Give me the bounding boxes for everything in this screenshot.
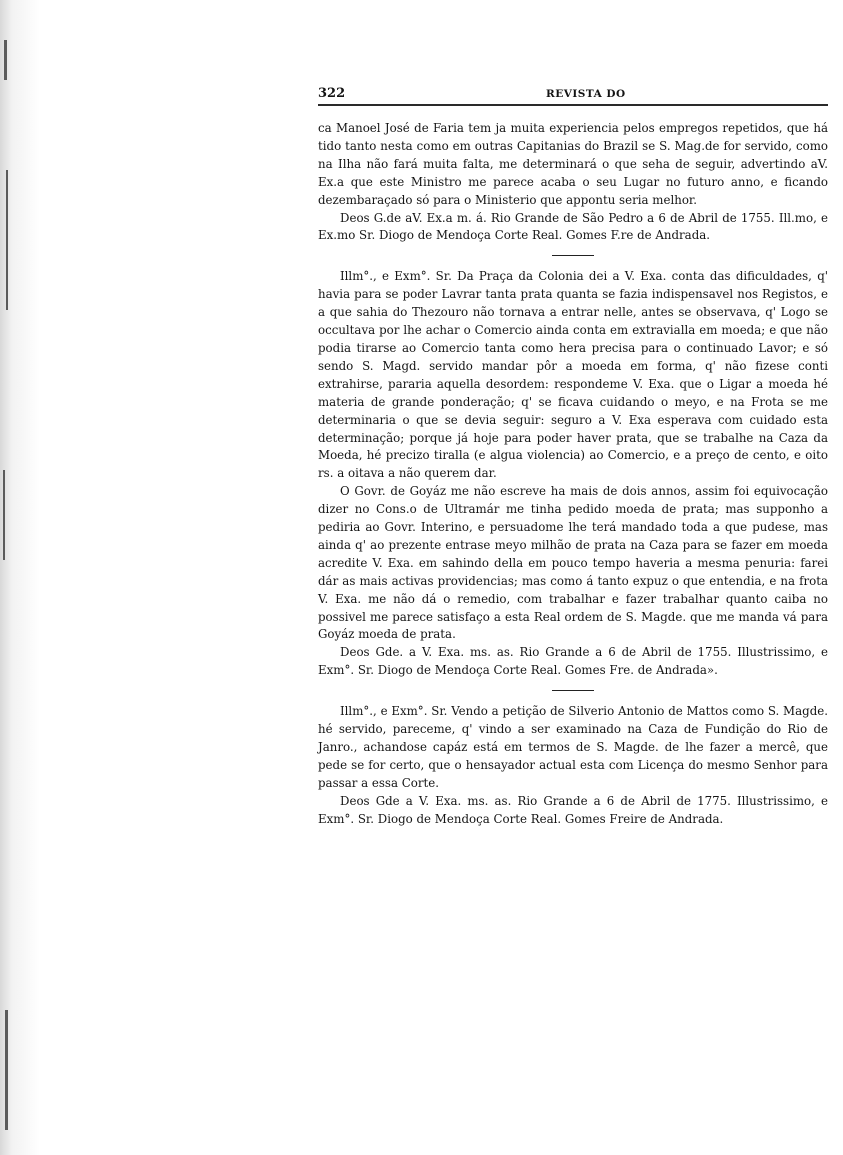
paragraph: Illm°., e Exm°. Sr. Da Praça da Colonia dei a V. Exa. conta das dificuldades, q' havia para se poder Lavrar tanta prata quanta se fazia indispensavel nos Registos, e a que sahia do Thezouro não tornava a entrar nelle, antes se observava, q' Logo se occultava por lhe achar o Comercio ainda conta em extravialla em moeda; e que não podia tirarse ao Comercio tanta como hera precisa para o continuado Lavor; e só sendo S. Magd. servido mandar pôr a moeda em forma, q' não fizese conti extrahirse, pararia aquella desordem: respondeme V. Exa. que o Ligar a moeda hé materia de grande ponderação; q' se ficava cuidando o meyo, e na Frota se me determinaria o que se devia seguir: seguro a V. Exa esperava com cuidado esta determinação; porque já hoje para poder haver prata, que se trabalhe na Caza da Moeda, hé precizo tiralla (e algua violencia) ao Comercio, e a preço de cento, e oito rs. a oitava a não querem dar. [318, 269, 828, 481]
page-header [318, 86, 828, 106]
page-number: 322 [318, 86, 346, 101]
document-body [318, 120, 828, 829]
section-divider [552, 255, 594, 256]
paragraph: O Govr. de Goyáz me não escreve ha mais de dois annos, assim foi equivocação dizer no Cons.o de Ultramár me tinha pedido moeda de prata; mas supponho a pediria ao Govr. Interino, e persuadome lhe terá mandado toda a que pudese, mas ainda q' ao prezente entrase meyo milhão de prata na Caza para se fazer em moeda acredite V. Exa. em sahindo della em pouco tempo haveria a mesma penuria: farei dár as mais activas providencias; mas como á tanto expuz o que entendia, e na frota V. Exa. me não dá o remedio, com trabalhar e fazer trabalhar quanto caiba no possivel me parece satisfaço a esta Real ordem de S. Magde. que me manda vá para Goyáz moeda de prata. [318, 484, 828, 642]
binding-shadow [3, 470, 5, 560]
document-page [318, 86, 828, 829]
letter [318, 120, 828, 245]
closing-paragraph: Deos Gde. a V. Exa. ms. as. Rio Grande a 6 de Abril de 1755. Illustrissimo, e Exm°. Sr. Diogo de Mendoça Corte Real. Gomes Fre. de Andrada». [318, 645, 828, 678]
paragraph: Illm°., e Exm°. Sr. Vendo a petição de Silverio Antonio de Mattos como S. Magde. hé servido, pareceme, q' vindo a ser examinado na Caza de Fundição do Rio de Janro., achandose capáz está em termos de S. Magde. de lhe fazer a mercê, que pede se for certo, que o hensayador actual esta com Licença do mesmo Senhor para passar a essa Corte. [318, 704, 828, 790]
paragraph: ca Manoel José de Faria tem ja muita experiencia pelos empregos repetidos, que há tido tanto nesta como em outras Capitanias do Brazil se S. Mag.de for servido, como na Ilha não fará muita falta, me determinará o que seha de seguir, advertindo aV. Ex.a que este Ministro me parece acaba o seu Lugar no futuro anno, e ficando dezembaraçado só para o Ministerio que appontu seria melhor. [318, 121, 828, 207]
binding-shadow [5, 1010, 8, 1130]
closing-paragraph: Deos Gde a V. Exa. ms. as. Rio Grande a 6 de Abril de 1775. Illustrissimo, e Exm°. Sr. Diogo de Mendoça Corte Real. Gomes Freire de Andrada. [318, 793, 828, 826]
page-binding-edge [0, 0, 40, 1155]
letter [318, 703, 828, 828]
binding-shadow [6, 170, 8, 310]
binding-shadow [4, 40, 7, 80]
running-head: REVISTA DO [546, 88, 626, 100]
letter [318, 268, 828, 680]
section-divider [552, 690, 594, 691]
closing-paragraph: Deos G.de aV. Ex.a m. á. Rio Grande de São Pedro a 6 de Abril de 1755. Ill.mo, e Ex.mo Sr. Diogo de Mendoça Corte Real. Gomes F.re de Andrada. [318, 210, 828, 243]
